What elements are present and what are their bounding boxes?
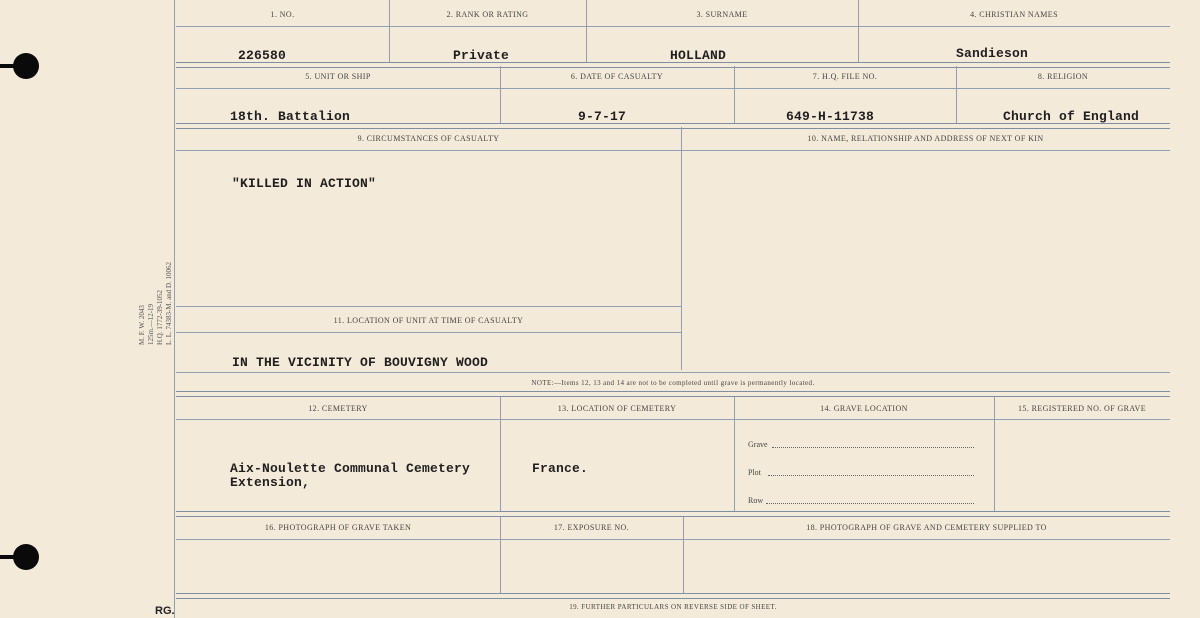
punch-hole-top: [13, 53, 39, 79]
rank-label: 2. RANK OR RATING: [446, 10, 529, 19]
row-row-label: Row: [748, 496, 764, 505]
circumstances-value: "KILLED IN ACTION": [232, 176, 377, 191]
row4-bottom-rule: [176, 511, 1170, 517]
location-header-rule: [176, 332, 681, 333]
circumstances-header-rule: [176, 150, 1170, 151]
next-of-kin-label: 10. NAME, RELATIONSHIP AND ADDRESS OF NEXT OF KIN: [807, 134, 1044, 143]
date-label: 6. DATE OF CASUALTY: [570, 72, 664, 81]
note-text: NOTE:—Items 12, 13 and 14 are not to be completed until grave is permanently located.: [531, 379, 815, 387]
cemetery-value-line2: Extension,: [230, 475, 311, 490]
no-label: 1. NO.: [270, 10, 295, 19]
circumstances-label: 9. CIRCUMSTANCES OF CASUALTY: [357, 134, 500, 143]
cemetery-value-line1: Aix-Noulette Communal Cemetery: [230, 461, 471, 476]
side-code-3: H.Q. 1772-39-1052: [156, 289, 164, 345]
side-code-1: M. F. W. 2043: [138, 305, 146, 345]
punch-hole-bottom: [13, 544, 39, 570]
grave-dots: [772, 447, 974, 448]
row4-divider-3: [994, 397, 995, 511]
location-of-unit-label: 11. LOCATION OF UNIT AT TIME OF CASUALTY: [333, 316, 524, 325]
row-dots: [766, 503, 974, 504]
unit-value: 18th. Battalion: [230, 109, 351, 124]
unit-label: 5. UNIT OR SHIP: [305, 72, 371, 81]
hq-file-value: 649-H-11738: [786, 109, 875, 124]
rank-value: Private: [453, 48, 510, 63]
religion-value: Church of England: [1003, 109, 1140, 124]
hq-file-label: 7. H.Q. FILE NO.: [812, 72, 878, 81]
side-code-4: L. L. 74383-M. and D. 10062: [165, 261, 173, 345]
exposure-no-label: 17. EXPOSURE NO.: [553, 523, 630, 532]
corner-mark: RG.: [155, 605, 175, 617]
side-code-2: 125m.—12-19: [147, 303, 155, 345]
row4-top-rule: [176, 391, 1170, 397]
surname-value: HOLLAND: [670, 48, 727, 63]
row4-divider-2: [734, 397, 735, 511]
row4-header-rule: [176, 419, 1170, 420]
location-top-rule: [176, 306, 681, 307]
row2-header-rule: [176, 88, 1170, 89]
no-value: 226580: [238, 48, 287, 63]
further-particulars-text: 19. FURTHER PARTICULARS ON REVERSE SIDE OF SHEET.: [569, 603, 777, 611]
row1-header-rule: [176, 26, 1170, 27]
christian-names-label: 4. CHRISTIAN NAMES: [970, 10, 1058, 19]
grave-location-label: 14. GRAVE LOCATION: [820, 404, 908, 413]
location-of-cemetery-value: France.: [532, 461, 589, 476]
row3-divider: [681, 127, 682, 370]
grave-row-label: Grave: [748, 440, 768, 449]
cemetery-label: 12. CEMETERY: [308, 404, 368, 413]
row5-header-rule: [176, 539, 1170, 540]
row3-bottom-rule: [176, 372, 1170, 373]
row5-bottom-rule: [176, 593, 1170, 599]
date-value: 9-7-17: [578, 109, 627, 124]
religion-label: 8. RELIGION: [1037, 72, 1089, 81]
row4-divider-1: [500, 397, 501, 511]
surname-label: 3. SURNAME: [696, 10, 748, 19]
registered-no-label: 15. REGISTERED NO. OF GRAVE: [1018, 404, 1146, 413]
plot-dots: [768, 475, 974, 476]
plot-row-label: Plot: [748, 468, 761, 477]
photograph-supplied-label: 18. PHOTOGRAPH OF GRAVE AND CEMETERY SUPPLIED TO: [806, 523, 1047, 532]
side-print-codes: [138, 262, 174, 345]
location-of-unit-value: IN THE VICINITY OF BOUVIGNY WOOD: [232, 355, 489, 370]
margin-rule: [174, 0, 175, 618]
photograph-taken-label: 16. PHOTOGRAPH OF GRAVE TAKEN: [264, 523, 412, 532]
christian-names-value: Sandieson: [956, 46, 1029, 61]
location-of-cemetery-label: 13. LOCATION OF CEMETERY: [557, 404, 677, 413]
